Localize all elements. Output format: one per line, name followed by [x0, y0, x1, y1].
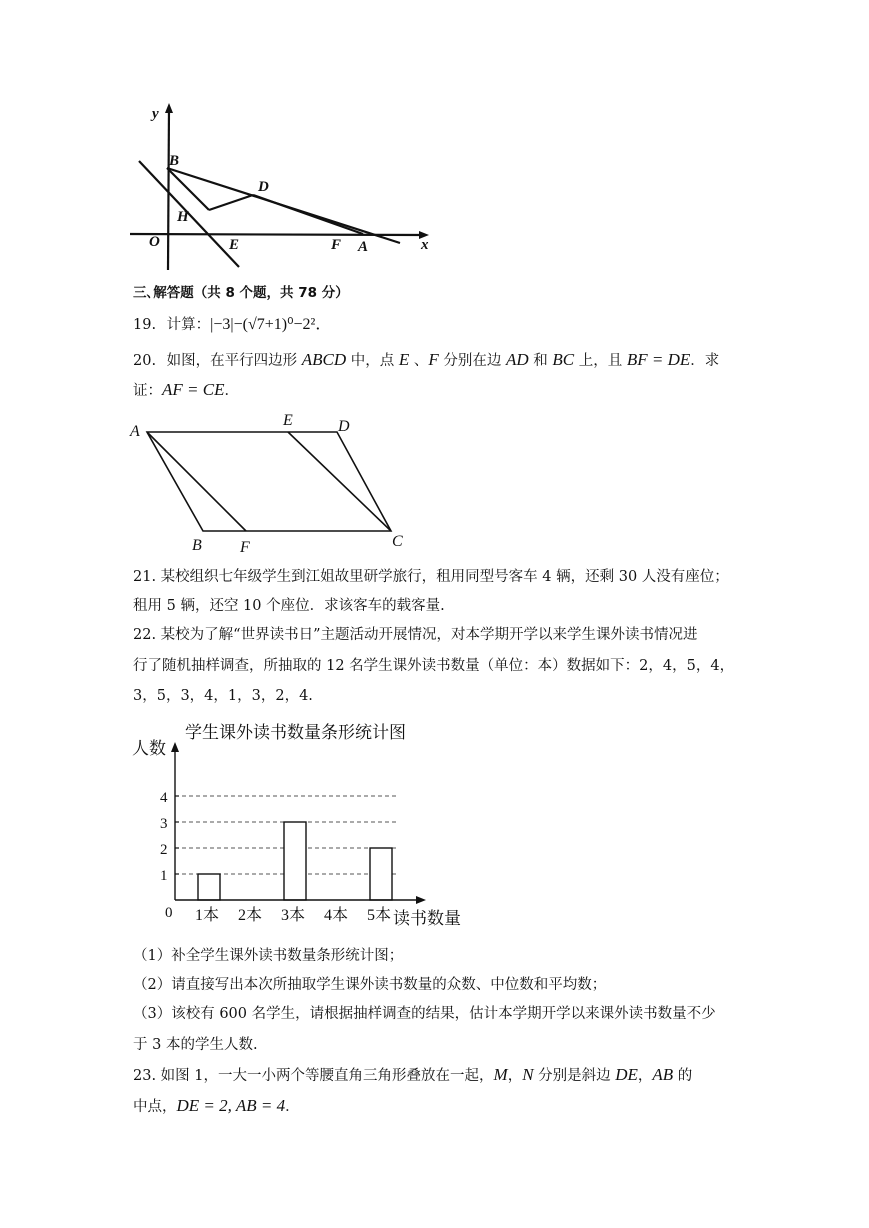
parallelogram-figure — [125, 410, 415, 560]
y-axis — [168, 107, 169, 270]
question-23-line1 — [133, 1065, 692, 1086]
label-b: B — [192, 537, 202, 554]
label-x: x — [421, 237, 429, 253]
q20-text: 、 — [409, 353, 429, 369]
bar — [198, 874, 220, 900]
q23-text: 分别是斜边 — [533, 1068, 616, 1084]
parallelogram-abcd — [147, 432, 391, 531]
q20-text: 上，且 — [574, 353, 627, 369]
x-tick-label: 3本 — [281, 907, 306, 924]
q20-text: 分别在边 — [438, 353, 506, 369]
bar — [284, 822, 306, 900]
y-tick-label: 3 — [160, 816, 168, 832]
label-f: F — [331, 237, 342, 253]
q20-text: 证： — [133, 383, 162, 399]
question-22-line1: 22. 某校为了解“世界读书日”主题活动开展情况，对本学期开学以来学生课外读书情况进 — [133, 627, 698, 643]
y-tick-label: 4 — [160, 790, 168, 806]
y-axis-arrow — [165, 103, 173, 113]
segment-hd — [209, 195, 253, 210]
x-tick-label: 4本 — [324, 907, 349, 924]
question-22-line2: 行了随机抽样调查，所抽取的 12 名学生课外读书数量（单位：本）数据如下：2，4，5，4， — [133, 658, 735, 674]
label-o: O — [149, 234, 160, 250]
q20-math: AF = CE — [162, 380, 225, 399]
q20-math: BF = DE — [626, 350, 691, 369]
q19-expression: |−3|−(√7+1)⁰−2²． — [210, 316, 332, 333]
q20-math: F — [428, 350, 439, 369]
q20-math: ABCD — [301, 350, 347, 369]
x-tick-label: 5本 — [367, 907, 392, 924]
question-20-line1 — [133, 350, 719, 371]
q23-text: ． — [285, 1099, 300, 1115]
x-axis — [130, 234, 425, 235]
chart-background — [127, 713, 487, 935]
q19-number: 19. — [133, 317, 157, 333]
segment-af — [147, 432, 246, 531]
label-a: A — [130, 423, 140, 440]
question-23-line2 — [133, 1096, 300, 1117]
q20-text: 中，点 — [346, 353, 399, 369]
label-h: H — [177, 209, 189, 225]
question-22-sub3b: 于 3 本的学生人数. — [133, 1037, 258, 1053]
bar-chart — [127, 713, 487, 935]
q23-text: 23. 如图 1，一大一小两个等腰直角三角形叠放在一起， — [133, 1068, 494, 1084]
q23-math: N — [522, 1065, 534, 1084]
label-d: D — [338, 418, 350, 435]
chart-ylabel: 人数 — [132, 739, 166, 758]
q23-text: ， — [507, 1068, 523, 1084]
q23-math: AB — [652, 1065, 674, 1084]
q20-text: ．求 — [690, 353, 720, 369]
question-22-line3: 3，5，3，4，1，3，2，4. — [133, 688, 313, 704]
q20-math: E — [398, 350, 410, 369]
label-d: D — [258, 179, 269, 195]
question-22-sub3a: （3）该校有 600 名学生，请根据抽样调查的结果，估计本学期开学以来课外读书数量不少 — [133, 1006, 716, 1022]
segment-df — [253, 195, 363, 234]
section-title: 三､解答题（共 8 个题，共 78 分） — [133, 285, 349, 301]
q23-math: DE — [615, 1065, 638, 1084]
x-tick-label: 1本 — [195, 907, 220, 924]
q19-text: 计算： — [166, 317, 211, 333]
q20-number: 20. — [133, 353, 157, 369]
label-c: C — [392, 533, 403, 550]
chart-title: 学生课外读书数量条形统计图 — [185, 723, 406, 742]
q20-text: 如图，在平行四边形 — [166, 353, 302, 369]
question-20-line2 — [133, 380, 239, 401]
y-tick-label: 1 — [160, 868, 168, 884]
label-y: y — [152, 106, 159, 122]
q20-math: BC — [552, 350, 575, 369]
q23-text: 中点， — [133, 1099, 177, 1115]
label-e: E — [229, 237, 240, 253]
coordinate-figure — [125, 95, 445, 275]
q20-text: ． — [224, 383, 239, 399]
question-21-line1: 21. 某校组织七年级学生到江姐故里研学旅行，租用同型号客车 4 辆，还剩 30 人没有座位； — [133, 569, 729, 585]
y-tick-label: 2 — [160, 842, 168, 858]
segment-ec — [288, 432, 391, 531]
x-tick-label: 2本 — [238, 907, 263, 924]
question-22-sub1: （1）补全学生课外读书数量条形统计图； — [133, 948, 404, 964]
q23-text: ， — [637, 1068, 653, 1084]
line-through-e — [139, 161, 239, 267]
question-22-sub2: （2）请直接写出本次所抽取学生课外读书数量的众数、中位数和平均数； — [133, 977, 607, 993]
chart-origin: 0 — [165, 905, 173, 921]
bar — [370, 848, 392, 900]
label-f: F — [240, 539, 250, 556]
q20-text: 和 — [528, 353, 553, 369]
q20-math: AD — [506, 350, 529, 369]
q23-math: DE = 2, AB = 4 — [176, 1096, 286, 1115]
question-21-line2: 租用 5 辆，还空 10 个座位．求该客车的载客量. — [133, 598, 445, 614]
label-a: A — [358, 239, 369, 255]
q23-text: 的 — [673, 1068, 693, 1084]
label-e: E — [283, 412, 293, 429]
question-19 — [133, 315, 331, 335]
label-b: B — [169, 153, 180, 169]
chart-xlabel: 读书数量 — [393, 909, 461, 928]
q23-math: M — [493, 1065, 508, 1084]
